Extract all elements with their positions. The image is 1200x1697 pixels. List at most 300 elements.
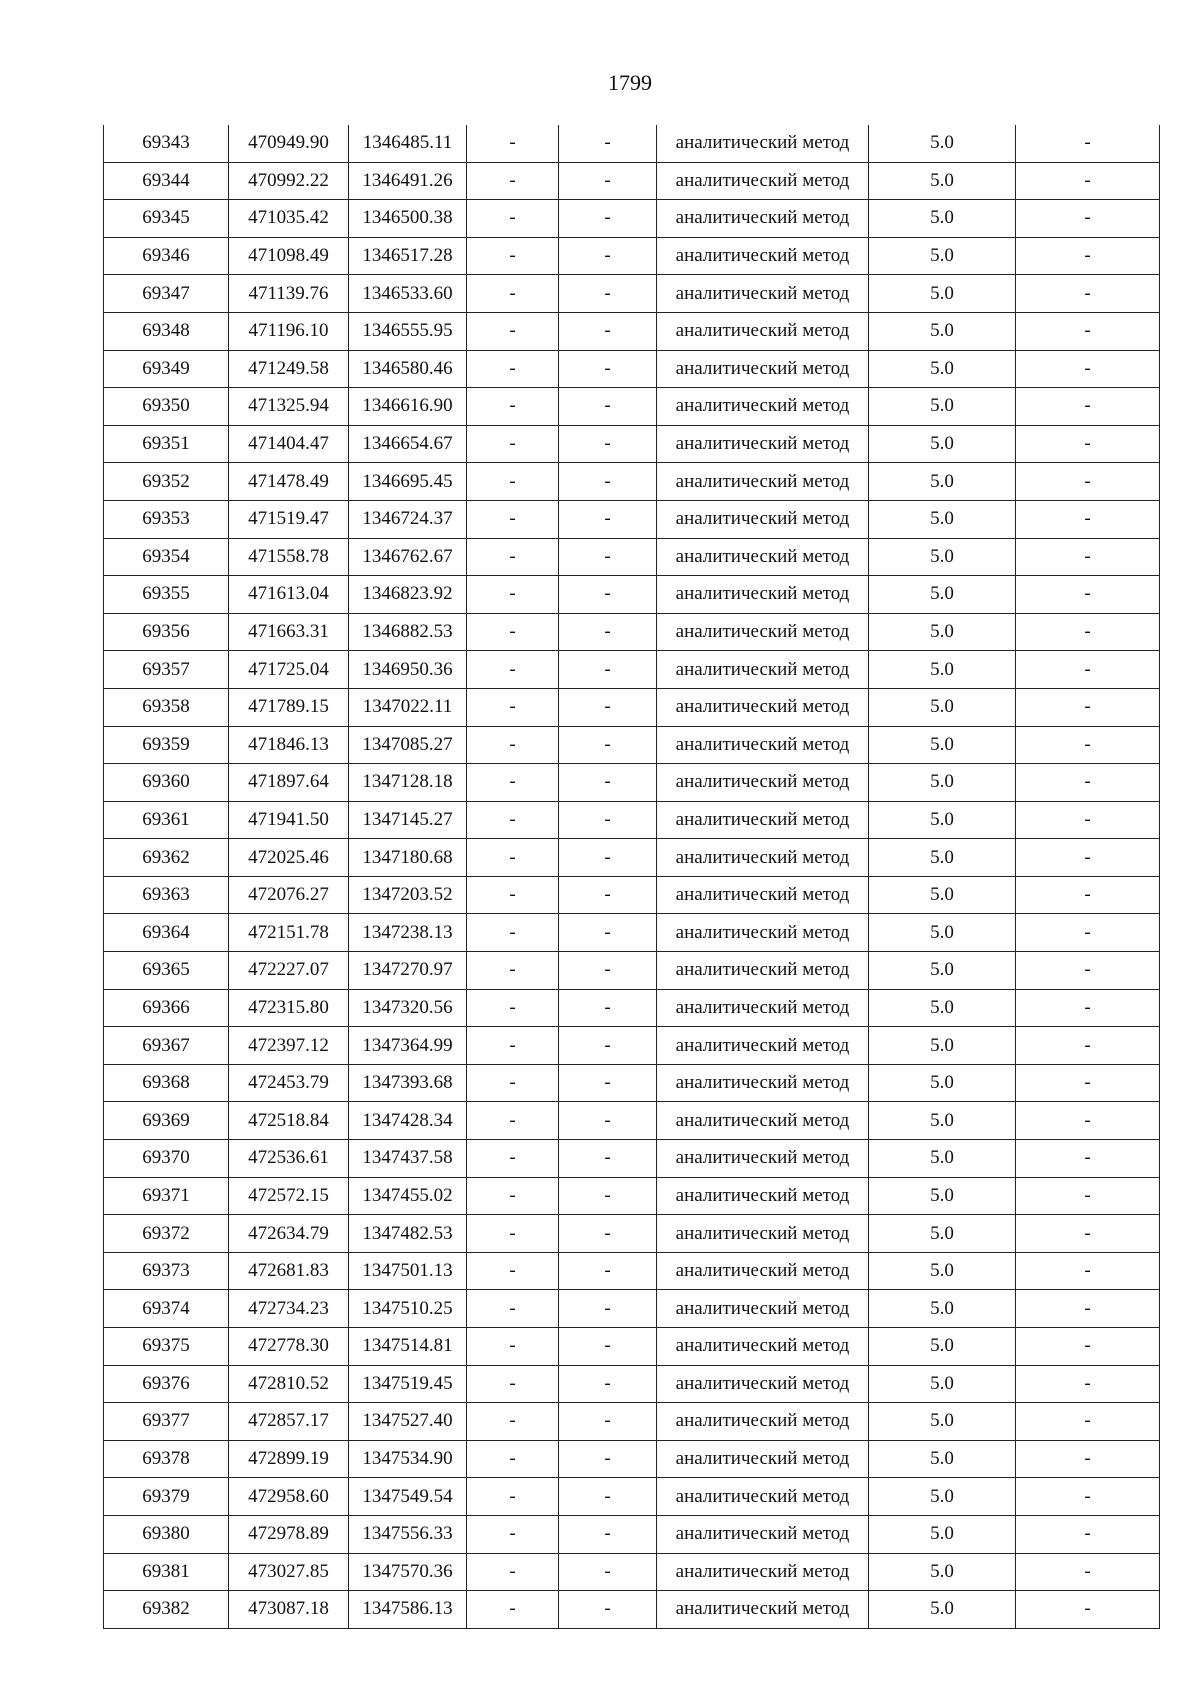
method-cell: аналитический метод — [657, 1403, 869, 1441]
table-row — [104, 1478, 1160, 1516]
dash-cell-c: - — [1016, 125, 1160, 162]
x-coordinate-cell: 472151.78 — [229, 914, 349, 952]
y-coordinate-cell: 1346580.46 — [349, 350, 467, 388]
dash-cell-b: - — [559, 388, 657, 426]
dash-cell-c: - — [1016, 1403, 1160, 1441]
table-row — [104, 1177, 1160, 1215]
point-number-cell: 69351 — [104, 425, 229, 463]
dash-cell-c: - — [1016, 1515, 1160, 1553]
dash-cell-b: - — [559, 952, 657, 990]
dash-cell-c: - — [1016, 162, 1160, 200]
dash-cell-c: - — [1016, 876, 1160, 914]
precision-cell: 5.0 — [869, 876, 1016, 914]
dash-cell-b: - — [559, 989, 657, 1027]
y-coordinate-cell: 1346616.90 — [349, 388, 467, 426]
dash-cell-c: - — [1016, 1140, 1160, 1178]
dash-cell-b: - — [559, 538, 657, 576]
table-body — [104, 125, 1160, 1628]
method-cell: аналитический метод — [657, 801, 869, 839]
dash-cell-c: - — [1016, 1328, 1160, 1366]
dash-cell-a: - — [467, 538, 559, 576]
dash-cell-a: - — [467, 1177, 559, 1215]
y-coordinate-cell: 1346724.37 — [349, 500, 467, 538]
method-cell: аналитический метод — [657, 1252, 869, 1290]
table-row — [104, 1515, 1160, 1553]
dash-cell-c: - — [1016, 764, 1160, 802]
y-coordinate-cell: 1347514.81 — [349, 1328, 467, 1366]
precision-cell: 5.0 — [869, 1140, 1016, 1178]
method-cell: аналитический метод — [657, 1140, 869, 1178]
table-row — [104, 726, 1160, 764]
x-coordinate-cell: 471404.47 — [229, 425, 349, 463]
method-cell: аналитический метод — [657, 876, 869, 914]
precision-cell: 5.0 — [869, 989, 1016, 1027]
x-coordinate-cell: 471663.31 — [229, 613, 349, 651]
y-coordinate-cell: 1347482.53 — [349, 1215, 467, 1253]
dash-cell-a: - — [467, 876, 559, 914]
x-coordinate-cell: 472899.19 — [229, 1440, 349, 1478]
dash-cell-b: - — [559, 801, 657, 839]
precision-cell: 5.0 — [869, 839, 1016, 877]
x-coordinate-cell: 473027.85 — [229, 1553, 349, 1591]
precision-cell: 5.0 — [869, 1515, 1016, 1553]
method-cell: аналитический метод — [657, 125, 869, 162]
dash-cell-b: - — [559, 1515, 657, 1553]
dash-cell-a: - — [467, 350, 559, 388]
y-coordinate-cell: 1347203.52 — [349, 876, 467, 914]
precision-cell: 5.0 — [869, 1365, 1016, 1403]
dash-cell-b: - — [559, 576, 657, 614]
dash-cell-c: - — [1016, 1290, 1160, 1328]
x-coordinate-cell: 471035.42 — [229, 200, 349, 238]
dash-cell-c: - — [1016, 500, 1160, 538]
dash-cell-a: - — [467, 1553, 559, 1591]
x-coordinate-cell: 471478.49 — [229, 463, 349, 501]
dash-cell-a: - — [467, 275, 559, 313]
point-number-cell: 69353 — [104, 500, 229, 538]
dash-cell-a: - — [467, 1591, 559, 1629]
point-number-cell: 69369 — [104, 1102, 229, 1140]
precision-cell: 5.0 — [869, 162, 1016, 200]
point-number-cell: 69348 — [104, 312, 229, 350]
method-cell: аналитический метод — [657, 388, 869, 426]
dash-cell-b: - — [559, 1591, 657, 1629]
dash-cell-a: - — [467, 125, 559, 162]
y-coordinate-cell: 1347428.34 — [349, 1102, 467, 1140]
point-number-cell: 69358 — [104, 688, 229, 726]
precision-cell: 5.0 — [869, 500, 1016, 538]
precision-cell: 5.0 — [869, 914, 1016, 952]
x-coordinate-cell: 472453.79 — [229, 1064, 349, 1102]
dash-cell-c: - — [1016, 200, 1160, 238]
dash-cell-b: - — [559, 1478, 657, 1516]
method-cell: аналитический метод — [657, 1553, 869, 1591]
table-row — [104, 538, 1160, 576]
dash-cell-c: - — [1016, 388, 1160, 426]
dash-cell-c: - — [1016, 726, 1160, 764]
precision-cell: 5.0 — [869, 1591, 1016, 1629]
dash-cell-a: - — [467, 1515, 559, 1553]
dash-cell-c: - — [1016, 1440, 1160, 1478]
point-number-cell: 69378 — [104, 1440, 229, 1478]
precision-cell: 5.0 — [869, 952, 1016, 990]
table-row — [104, 876, 1160, 914]
table-row — [104, 425, 1160, 463]
dash-cell-c: - — [1016, 1102, 1160, 1140]
dash-cell-c: - — [1016, 1478, 1160, 1516]
y-coordinate-cell: 1347393.68 — [349, 1064, 467, 1102]
table-row — [104, 1252, 1160, 1290]
x-coordinate-cell: 471325.94 — [229, 388, 349, 426]
method-cell: аналитический метод — [657, 952, 869, 990]
dash-cell-b: - — [559, 1440, 657, 1478]
y-coordinate-cell: 1347180.68 — [349, 839, 467, 877]
precision-cell: 5.0 — [869, 651, 1016, 689]
point-number-cell: 69349 — [104, 350, 229, 388]
table-row — [104, 200, 1160, 238]
point-number-cell: 69375 — [104, 1328, 229, 1366]
point-number-cell: 69374 — [104, 1290, 229, 1328]
method-cell: аналитический метод — [657, 500, 869, 538]
dash-cell-a: - — [467, 425, 559, 463]
dash-cell-b: - — [559, 275, 657, 313]
precision-cell: 5.0 — [869, 350, 1016, 388]
dash-cell-b: - — [559, 1027, 657, 1065]
method-cell: аналитический метод — [657, 613, 869, 651]
dash-cell-a: - — [467, 1290, 559, 1328]
x-coordinate-cell: 472572.15 — [229, 1177, 349, 1215]
precision-cell: 5.0 — [869, 1553, 1016, 1591]
y-coordinate-cell: 1347570.36 — [349, 1553, 467, 1591]
y-coordinate-cell: 1346654.67 — [349, 425, 467, 463]
dash-cell-c: - — [1016, 1591, 1160, 1629]
y-coordinate-cell: 1347022.11 — [349, 688, 467, 726]
precision-cell: 5.0 — [869, 200, 1016, 238]
table-row — [104, 388, 1160, 426]
dash-cell-a: - — [467, 1328, 559, 1366]
table-row — [104, 312, 1160, 350]
point-number-cell: 69347 — [104, 275, 229, 313]
y-coordinate-cell: 1347549.54 — [349, 1478, 467, 1516]
dash-cell-b: - — [559, 200, 657, 238]
y-coordinate-cell: 1347586.13 — [349, 1591, 467, 1629]
dash-cell-b: - — [559, 463, 657, 501]
dash-cell-a: - — [467, 1064, 559, 1102]
x-coordinate-cell: 472681.83 — [229, 1252, 349, 1290]
point-number-cell: 69371 — [104, 1177, 229, 1215]
dash-cell-c: - — [1016, 989, 1160, 1027]
method-cell: аналитический метод — [657, 275, 869, 313]
method-cell: аналитический метод — [657, 425, 869, 463]
dash-cell-c: - — [1016, 952, 1160, 990]
dash-cell-a: - — [467, 1365, 559, 1403]
y-coordinate-cell: 1347437.58 — [349, 1140, 467, 1178]
dash-cell-b: - — [559, 688, 657, 726]
table-row — [104, 576, 1160, 614]
table-row — [104, 914, 1160, 952]
method-cell: аналитический метод — [657, 726, 869, 764]
point-number-cell: 69365 — [104, 952, 229, 990]
x-coordinate-cell: 472315.80 — [229, 989, 349, 1027]
dash-cell-a: - — [467, 1440, 559, 1478]
table-row — [104, 1290, 1160, 1328]
x-coordinate-cell: 472857.17 — [229, 1403, 349, 1441]
dash-cell-b: - — [559, 1102, 657, 1140]
y-coordinate-cell: 1346882.53 — [349, 613, 467, 651]
dash-cell-c: - — [1016, 275, 1160, 313]
precision-cell: 5.0 — [869, 1215, 1016, 1253]
method-cell: аналитический метод — [657, 1102, 869, 1140]
precision-cell: 5.0 — [869, 275, 1016, 313]
dash-cell-a: - — [467, 500, 559, 538]
precision-cell: 5.0 — [869, 1102, 1016, 1140]
precision-cell: 5.0 — [869, 1440, 1016, 1478]
coordinates-table — [103, 125, 1160, 1629]
x-coordinate-cell: 471897.64 — [229, 764, 349, 802]
x-coordinate-cell: 471789.15 — [229, 688, 349, 726]
x-coordinate-cell: 472076.27 — [229, 876, 349, 914]
method-cell: аналитический метод — [657, 651, 869, 689]
table-row — [104, 651, 1160, 689]
y-coordinate-cell: 1346485.11 — [349, 125, 467, 162]
dash-cell-a: - — [467, 388, 559, 426]
dash-cell-c: - — [1016, 538, 1160, 576]
dash-cell-a: - — [467, 200, 559, 238]
x-coordinate-cell: 470949.90 — [229, 125, 349, 162]
method-cell: аналитический метод — [657, 1177, 869, 1215]
dash-cell-c: - — [1016, 312, 1160, 350]
method-cell: аналитический метод — [657, 162, 869, 200]
dash-cell-a: - — [467, 952, 559, 990]
point-number-cell: 69360 — [104, 764, 229, 802]
x-coordinate-cell: 471941.50 — [229, 801, 349, 839]
table-row — [104, 1440, 1160, 1478]
precision-cell: 5.0 — [869, 425, 1016, 463]
dash-cell-b: - — [559, 500, 657, 538]
precision-cell: 5.0 — [869, 801, 1016, 839]
y-coordinate-cell: 1347519.45 — [349, 1365, 467, 1403]
y-coordinate-cell: 1347501.13 — [349, 1252, 467, 1290]
dash-cell-c: - — [1016, 1365, 1160, 1403]
point-number-cell: 69350 — [104, 388, 229, 426]
method-cell: аналитический метод — [657, 1215, 869, 1253]
table-row — [104, 952, 1160, 990]
dash-cell-c: - — [1016, 1215, 1160, 1253]
x-coordinate-cell: 471725.04 — [229, 651, 349, 689]
dash-cell-c: - — [1016, 839, 1160, 877]
point-number-cell: 69359 — [104, 726, 229, 764]
dash-cell-b: - — [559, 425, 657, 463]
dash-cell-a: - — [467, 463, 559, 501]
dash-cell-a: - — [467, 688, 559, 726]
x-coordinate-cell: 472634.79 — [229, 1215, 349, 1253]
precision-cell: 5.0 — [869, 388, 1016, 426]
dash-cell-b: - — [559, 764, 657, 802]
dash-cell-b: - — [559, 651, 657, 689]
x-coordinate-cell: 472778.30 — [229, 1328, 349, 1366]
dash-cell-c: - — [1016, 1177, 1160, 1215]
x-coordinate-cell: 471613.04 — [229, 576, 349, 614]
dash-cell-a: - — [467, 237, 559, 275]
point-number-cell: 69373 — [104, 1252, 229, 1290]
table-row — [104, 350, 1160, 388]
dash-cell-a: - — [467, 1215, 559, 1253]
dash-cell-a: - — [467, 764, 559, 802]
dash-cell-a: - — [467, 1252, 559, 1290]
dash-cell-c: - — [1016, 576, 1160, 614]
y-coordinate-cell: 1346491.26 — [349, 162, 467, 200]
point-number-cell: 69377 — [104, 1403, 229, 1441]
point-number-cell: 69367 — [104, 1027, 229, 1065]
dash-cell-c: - — [1016, 613, 1160, 651]
dash-cell-b: - — [559, 125, 657, 162]
dash-cell-c: - — [1016, 425, 1160, 463]
method-cell: аналитический метод — [657, 914, 869, 952]
table-row — [104, 688, 1160, 726]
dash-cell-b: - — [559, 1140, 657, 1178]
x-coordinate-cell: 472810.52 — [229, 1365, 349, 1403]
y-coordinate-cell: 1347320.56 — [349, 989, 467, 1027]
point-number-cell: 69376 — [104, 1365, 229, 1403]
y-coordinate-cell: 1347510.25 — [349, 1290, 467, 1328]
dash-cell-b: - — [559, 1215, 657, 1253]
method-cell: аналитический метод — [657, 1064, 869, 1102]
table-row — [104, 1328, 1160, 1366]
method-cell: аналитический метод — [657, 350, 869, 388]
dash-cell-a: - — [467, 1027, 559, 1065]
table-row — [104, 237, 1160, 275]
point-number-cell: 69372 — [104, 1215, 229, 1253]
precision-cell: 5.0 — [869, 312, 1016, 350]
point-number-cell: 69343 — [104, 125, 229, 162]
dash-cell-a: - — [467, 1140, 559, 1178]
precision-cell: 5.0 — [869, 764, 1016, 802]
method-cell: аналитический метод — [657, 1027, 869, 1065]
x-coordinate-cell: 471249.58 — [229, 350, 349, 388]
method-cell: аналитический метод — [657, 839, 869, 877]
table-row — [104, 125, 1160, 162]
y-coordinate-cell: 1347364.99 — [349, 1027, 467, 1065]
precision-cell: 5.0 — [869, 1027, 1016, 1065]
precision-cell: 5.0 — [869, 237, 1016, 275]
table-row — [104, 1027, 1160, 1065]
point-number-cell: 69366 — [104, 989, 229, 1027]
dash-cell-a: - — [467, 801, 559, 839]
precision-cell: 5.0 — [869, 1478, 1016, 1516]
table-row — [104, 1591, 1160, 1629]
point-number-cell: 69344 — [104, 162, 229, 200]
dash-cell-a: - — [467, 839, 559, 877]
x-coordinate-cell: 472978.89 — [229, 1515, 349, 1553]
x-coordinate-cell: 473087.18 — [229, 1591, 349, 1629]
dash-cell-b: - — [559, 1553, 657, 1591]
table-row — [104, 613, 1160, 651]
y-coordinate-cell: 1347527.40 — [349, 1403, 467, 1441]
method-cell: аналитический метод — [657, 1440, 869, 1478]
method-cell: аналитический метод — [657, 1328, 869, 1366]
dash-cell-b: - — [559, 876, 657, 914]
precision-cell: 5.0 — [869, 1252, 1016, 1290]
dash-cell-b: - — [559, 237, 657, 275]
table-row — [104, 500, 1160, 538]
method-cell: аналитический метод — [657, 312, 869, 350]
table-row — [104, 1064, 1160, 1102]
method-cell: аналитический метод — [657, 200, 869, 238]
table-row — [104, 1102, 1160, 1140]
dash-cell-b: - — [559, 1403, 657, 1441]
precision-cell: 5.0 — [869, 538, 1016, 576]
y-coordinate-cell: 1346555.95 — [349, 312, 467, 350]
y-coordinate-cell: 1347145.27 — [349, 801, 467, 839]
dash-cell-b: - — [559, 1064, 657, 1102]
point-number-cell: 69370 — [104, 1140, 229, 1178]
dash-cell-a: - — [467, 312, 559, 350]
x-coordinate-cell: 471558.78 — [229, 538, 349, 576]
method-cell: аналитический метод — [657, 1591, 869, 1629]
x-coordinate-cell: 470992.22 — [229, 162, 349, 200]
point-number-cell: 69346 — [104, 237, 229, 275]
dash-cell-b: - — [559, 914, 657, 952]
point-number-cell: 69368 — [104, 1064, 229, 1102]
y-coordinate-cell: 1347534.90 — [349, 1440, 467, 1478]
x-coordinate-cell: 472518.84 — [229, 1102, 349, 1140]
dash-cell-b: - — [559, 613, 657, 651]
point-number-cell: 69352 — [104, 463, 229, 501]
y-coordinate-cell: 1347455.02 — [349, 1177, 467, 1215]
x-coordinate-cell: 472734.23 — [229, 1290, 349, 1328]
method-cell: аналитический метод — [657, 576, 869, 614]
y-coordinate-cell: 1347085.27 — [349, 726, 467, 764]
dash-cell-a: - — [467, 1403, 559, 1441]
method-cell: аналитический метод — [657, 989, 869, 1027]
x-coordinate-cell: 471846.13 — [229, 726, 349, 764]
precision-cell: 5.0 — [869, 576, 1016, 614]
point-number-cell: 69381 — [104, 1553, 229, 1591]
x-coordinate-cell: 472025.46 — [229, 839, 349, 877]
point-number-cell: 69345 — [104, 200, 229, 238]
point-number-cell: 69363 — [104, 876, 229, 914]
dash-cell-c: - — [1016, 801, 1160, 839]
method-cell: аналитический метод — [657, 1515, 869, 1553]
dash-cell-c: - — [1016, 1027, 1160, 1065]
dash-cell-a: - — [467, 162, 559, 200]
precision-cell: 5.0 — [869, 688, 1016, 726]
x-coordinate-cell: 471196.10 — [229, 312, 349, 350]
dash-cell-a: - — [467, 1478, 559, 1516]
y-coordinate-cell: 1346695.45 — [349, 463, 467, 501]
precision-cell: 5.0 — [869, 1403, 1016, 1441]
x-coordinate-cell: 471139.76 — [229, 275, 349, 313]
y-coordinate-cell: 1346762.67 — [349, 538, 467, 576]
table-row — [104, 1365, 1160, 1403]
table-row — [104, 1403, 1160, 1441]
y-coordinate-cell: 1347556.33 — [349, 1515, 467, 1553]
method-cell: аналитический метод — [657, 538, 869, 576]
dash-cell-c: - — [1016, 350, 1160, 388]
y-coordinate-cell: 1346950.36 — [349, 651, 467, 689]
precision-cell: 5.0 — [869, 1177, 1016, 1215]
method-cell: аналитический метод — [657, 1290, 869, 1328]
dash-cell-b: - — [559, 1177, 657, 1215]
dash-cell-b: - — [559, 162, 657, 200]
dash-cell-a: - — [467, 989, 559, 1027]
precision-cell: 5.0 — [869, 125, 1016, 162]
dash-cell-b: - — [559, 312, 657, 350]
dash-cell-c: - — [1016, 1252, 1160, 1290]
point-number-cell: 69379 — [104, 1478, 229, 1516]
method-cell: аналитический метод — [657, 237, 869, 275]
table-row — [104, 463, 1160, 501]
